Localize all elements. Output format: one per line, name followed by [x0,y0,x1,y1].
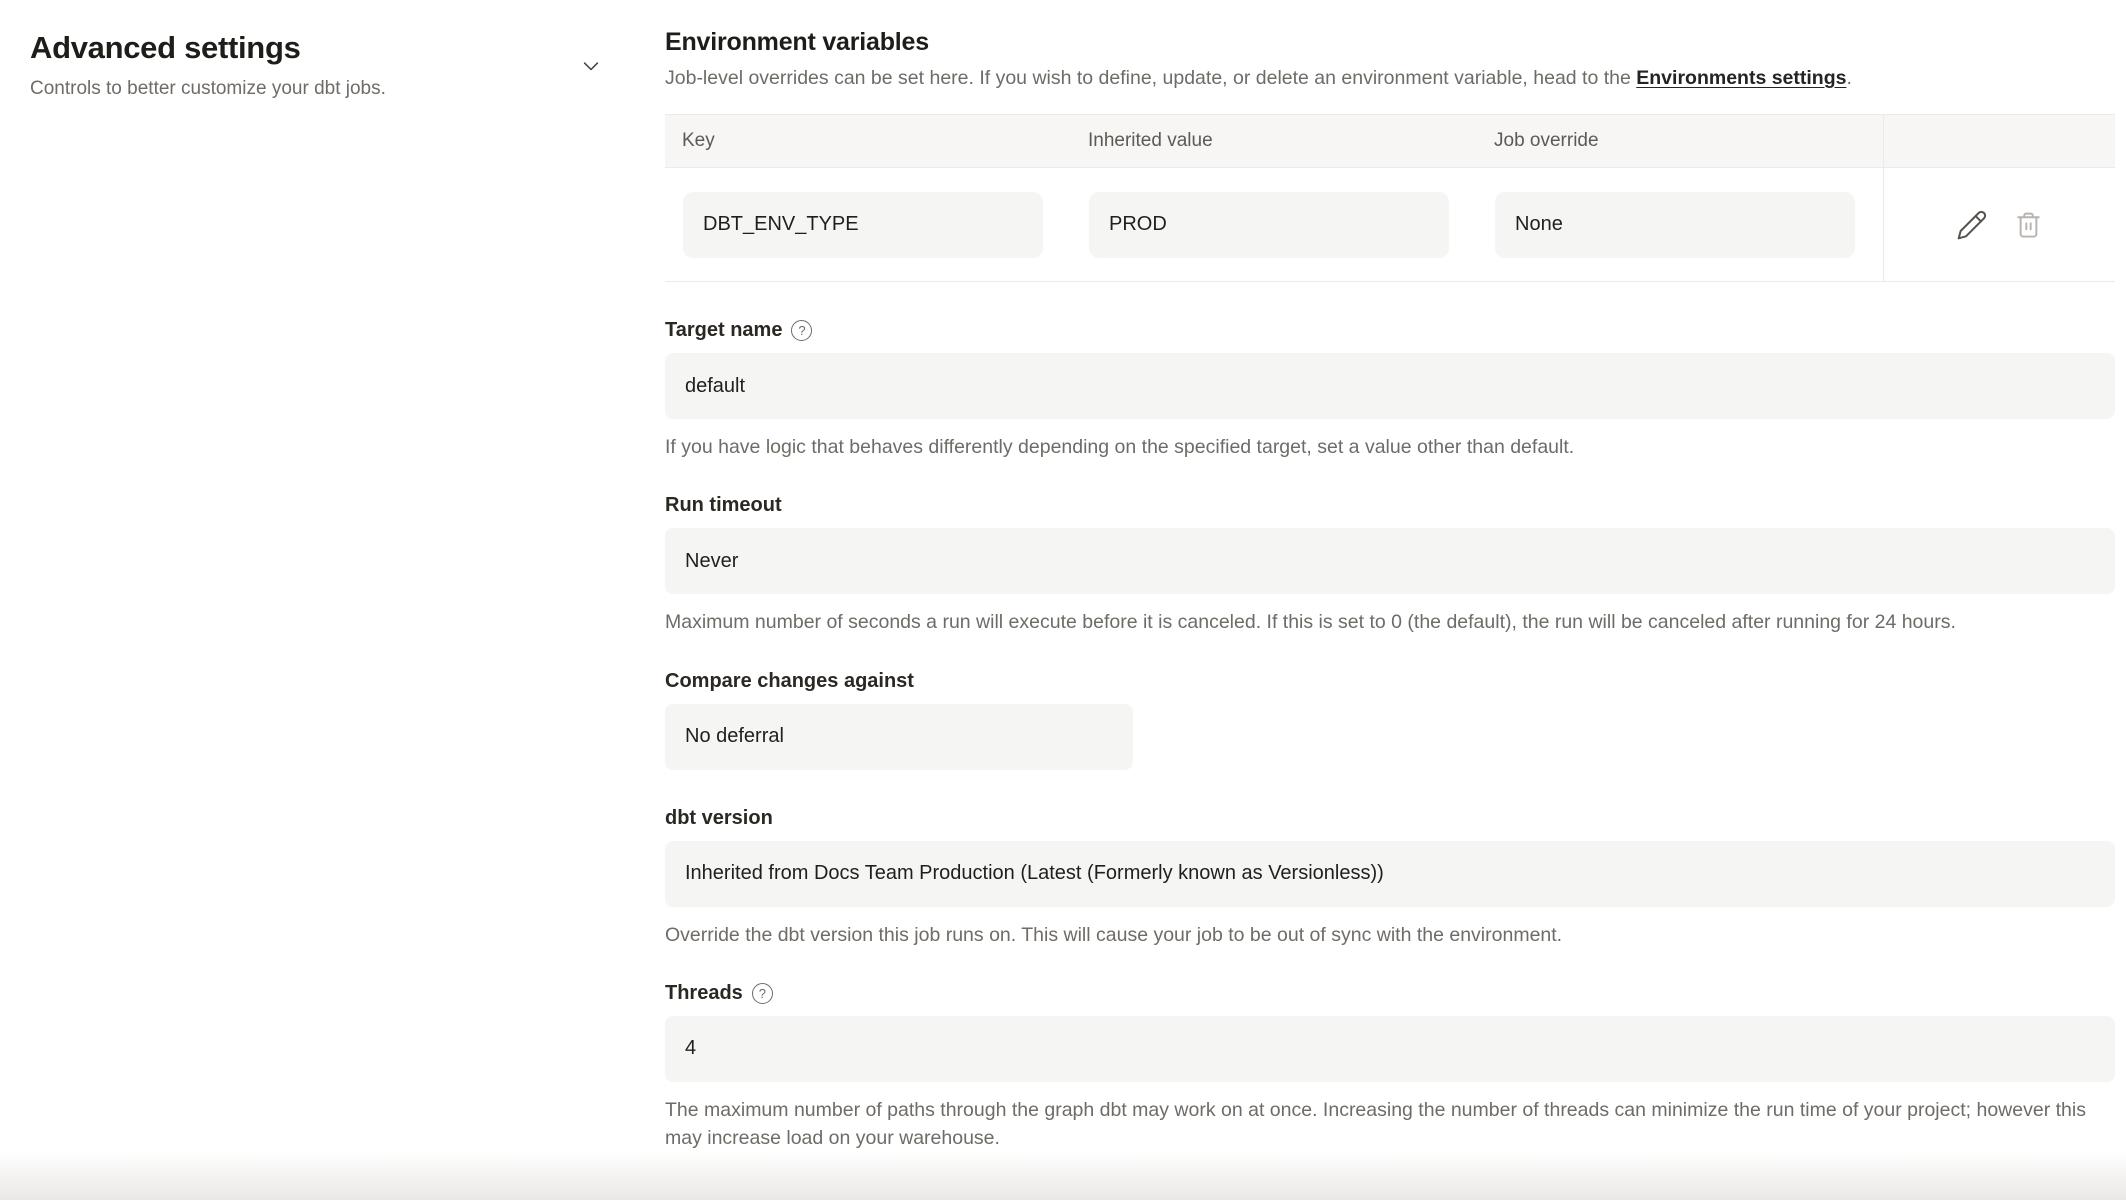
threads-input[interactable]: 4 [665,1016,2115,1082]
column-header-key: Key [682,130,715,151]
page-title: Advanced settings [30,30,301,65]
env-vars-table [665,114,2115,282]
threads-helper: The maximum number of paths through the graph dbt may work on at once. Increasing the number of threads can minimize the run time of your project; however this may increase load on your warehouse. [665,1098,2086,1150]
compare-changes-label: Compare changes against [665,669,914,692]
run-timeout-label: Run timeout [665,494,782,517]
env-var-inherited-value-cell [1071,192,1477,258]
env-vars-description-period: . [1846,67,1852,89]
column-header-job-override: Job override [1494,130,1599,151]
threads-field [665,982,2115,1153]
target-name-label: Target name [665,319,783,341]
env-vars-title: Environment variables [665,28,929,56]
run-timeout-field [665,494,2115,636]
env-var-key-field: DBT_ENV_TYPE [683,192,1043,258]
delete-env-var-button[interactable] [2010,206,2047,243]
settings-content [635,0,2126,1152]
target-name-helper: If you have logic that behaves differently depending on the specified target, set a value other than default. [665,436,1575,458]
env-var-job-override-cell [1477,192,1883,258]
collapse-section-button[interactable] [573,48,609,84]
pencil-icon [1956,209,1988,241]
run-timeout-helper: Maximum number of seconds a run will execute before it is canceled. If this is set to 0 (the default), the run will be canceled after running for 24 hours. [665,611,1956,634]
section-header-panel [0,0,635,1152]
target-name-input[interactable]: default [665,353,2115,419]
env-vars-section [665,28,2115,282]
compare-changes-input[interactable]: No deferral [665,704,1133,770]
env-var-row [665,168,2115,281]
env-vars-table-header [665,115,2115,168]
target-name-field [665,319,2115,461]
run-timeout-input[interactable]: Never [665,528,2115,594]
dbt-version-field [665,807,2115,949]
bottom-scroll-fade [0,1152,2126,1200]
help-icon[interactable]: ? [752,983,773,1004]
compare-changes-field [665,670,2115,770]
env-var-inherited-value-field: PROD [1089,192,1449,258]
environments-settings-link[interactable]: Environments settings [1636,67,1847,89]
trash-icon [2014,210,2043,239]
column-header-actions [1883,115,2115,167]
env-vars-description-text: Job-level overrides can be set here. If you wish to define, update, or delete an environment variable, head to the [665,67,1637,89]
column-header-inherited-value: Inherited value [1088,130,1213,151]
env-var-job-override-field[interactable]: None [1495,192,1855,258]
chevron-down-icon [577,52,605,80]
env-var-key-cell [665,192,1071,258]
dbt-version-helper: Override the dbt version this job runs on. This will cause your job to be out of sync with the environment. [665,923,1563,946]
edit-env-var-button[interactable] [1952,205,1992,245]
threads-label: Threads [665,981,743,1004]
help-icon[interactable]: ? [791,320,812,341]
dbt-version-label: dbt version [665,806,773,829]
env-vars-description [665,67,2115,90]
dbt-version-input[interactable]: Inherited from Docs Team Production (Latest (Formerly known as Versionless)) [665,841,2115,907]
page-subtitle: Controls to better customize your dbt jobs. [30,78,386,99]
env-var-actions-cell [1883,168,2115,281]
